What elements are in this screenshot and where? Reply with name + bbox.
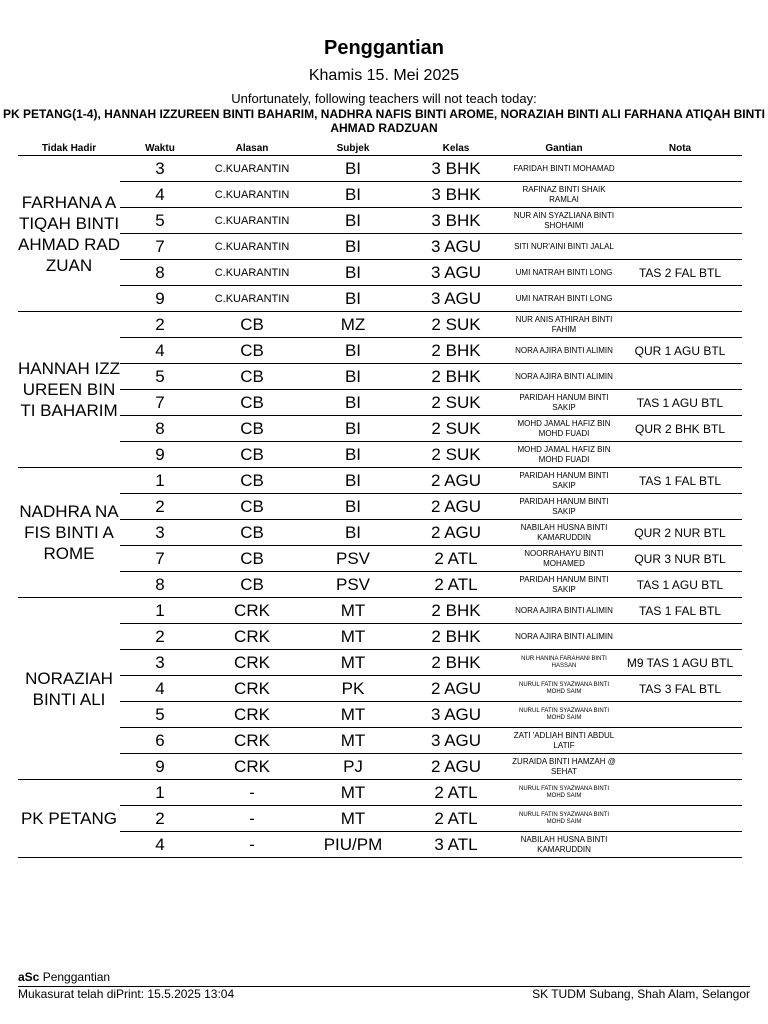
cell-nota	[618, 780, 742, 806]
cell-kelas: 3 AGU	[402, 702, 510, 728]
cell-subjek: MT	[304, 598, 402, 624]
substitution-table	[18, 142, 742, 858]
cell-subjek: PJ	[304, 754, 402, 780]
cell-waktu: 1	[120, 780, 200, 806]
cell-kelas: 2 ATL	[402, 780, 510, 806]
table-row	[18, 312, 742, 338]
absent-teacher-name: HANNAH IZZUREEN BINTI BAHARIM	[18, 312, 120, 468]
cell-alasan: C.KUARANTIN	[200, 234, 304, 260]
cell-kelas: 2 SUK	[402, 442, 510, 468]
cell-gantian: MOHD JAMAL HAFIZ BIN MOHD FUADI	[510, 442, 618, 468]
cell-gantian: NOORRAHAYU BINTI MOHAMED	[510, 546, 618, 572]
cell-gantian: UMI NATRAH BINTI LONG	[510, 286, 618, 312]
cell-waktu: 3	[120, 650, 200, 676]
cell-gantian: NORA AJIRA BINTI ALIMIN	[510, 624, 618, 650]
page-title: Penggantian	[323, 37, 444, 59]
cell-kelas: 2 BHK	[402, 598, 510, 624]
cell-gantian: ZATI 'ADLIAH BINTI ABDUL LATIF	[510, 728, 618, 754]
cell-alasan: -	[200, 806, 304, 832]
cell-alasan: CB	[200, 546, 304, 572]
cell-nota	[618, 312, 742, 338]
cell-nota	[618, 806, 742, 832]
cell-kelas: 2 SUK	[402, 416, 510, 442]
table-row	[18, 546, 742, 572]
cell-gantian: PARIDAH HANUM BINTI SAKIP	[510, 468, 618, 494]
cell-kelas: 2 SUK	[402, 312, 510, 338]
cell-gantian: SITI NUR'AINI BINTI JALAL	[510, 234, 618, 260]
cell-subjek: BI	[304, 260, 402, 286]
footer-school: SK TUDM Subang, Shah Alam, Selangor	[532, 987, 750, 1001]
cell-waktu: 4	[120, 182, 200, 208]
cell-nota: TAS 2 FAL BTL	[618, 260, 742, 286]
cell-waktu: 6	[120, 728, 200, 754]
cell-subjek: MT	[304, 650, 402, 676]
cell-kelas: 2 ATL	[402, 806, 510, 832]
table-row	[18, 650, 742, 676]
cell-kelas: 2 BHK	[402, 650, 510, 676]
cell-nota: TAS 1 AGU BTL	[618, 390, 742, 416]
table-row	[18, 806, 742, 832]
cell-kelas: 3 BHK	[402, 156, 510, 182]
cell-alasan: CRK	[200, 702, 304, 728]
cell-subjek: MT	[304, 728, 402, 754]
cell-gantian: NABILAH HUSNA BINTI KAMARUDDIN	[510, 832, 618, 858]
cell-gantian: NORA AJIRA BINTI ALIMIN	[510, 598, 618, 624]
cell-waktu: 1	[120, 468, 200, 494]
cell-waktu: 5	[120, 702, 200, 728]
cell-gantian: NORA AJIRA BINTI ALIMIN	[510, 364, 618, 390]
cell-alasan: -	[200, 780, 304, 806]
cell-kelas: 2 ATL	[402, 546, 510, 572]
cell-nota	[618, 286, 742, 312]
cell-gantian: NORA AJIRA BINTI ALIMIN	[510, 338, 618, 364]
cell-alasan: C.KUARANTIN	[200, 286, 304, 312]
cell-nota	[618, 832, 742, 858]
cell-waktu: 9	[120, 754, 200, 780]
header-gantian: Gantian	[510, 142, 618, 156]
table-body	[18, 156, 742, 858]
table-row	[18, 442, 742, 468]
cell-kelas: 2 ATL	[402, 572, 510, 598]
cell-gantian: NURUL FATIN SYAZWANA BINTI MOHD SAIM	[510, 806, 618, 832]
cell-waktu: 9	[120, 286, 200, 312]
cell-waktu: 8	[120, 416, 200, 442]
cell-waktu: 3	[120, 156, 200, 182]
cell-nota	[618, 702, 742, 728]
footer-printed: Mukasurat telah diPrint: 15.5.2025 13:04	[18, 987, 235, 1001]
table-header-row	[18, 142, 742, 156]
table-row	[18, 260, 742, 286]
cell-nota	[618, 156, 742, 182]
cell-alasan: C.KUARANTIN	[200, 156, 304, 182]
cell-alasan: CRK	[200, 598, 304, 624]
cell-gantian: FARIDAH BINTI MOHAMAD	[510, 156, 618, 182]
footer-app-name: Penggantian	[42, 970, 111, 984]
cell-alasan: -	[200, 832, 304, 858]
cell-alasan: CB	[200, 390, 304, 416]
cell-subjek: MZ	[304, 312, 402, 338]
cell-waktu: 4	[120, 338, 200, 364]
cell-waktu: 5	[120, 208, 200, 234]
cell-subjek: BI	[304, 338, 402, 364]
table-row	[18, 286, 742, 312]
absent-teachers-list: PK PETANG(1-4), HANNAH IZZUREEN BINTI BAHARIM, NADHRA NAFIS BINTI AROME, NORAZIAH BINTI ALI FARHANA ATIQAH BINTI AHMAD RADZUAN	[3, 107, 765, 135]
cell-subjek: MT	[304, 806, 402, 832]
absent-teacher-name: FARHANA ATIQAH BINTI AHMAD RADZUAN	[18, 156, 120, 312]
footer-app-brand: aSc	[18, 970, 40, 984]
cell-nota: TAS 3 FAL BTL	[618, 676, 742, 702]
cell-nota: TAS 1 AGU BTL	[618, 572, 742, 598]
table-row	[18, 520, 742, 546]
cell-gantian: PARIDAH HANUM BINTI SAKIP	[510, 494, 618, 520]
cell-gantian: NUR HANINA FARAHANI BINTI HASSAN	[510, 650, 618, 676]
cell-kelas: 3 ATL	[402, 832, 510, 858]
cell-kelas: 2 AGU	[402, 676, 510, 702]
cell-subjek: BI	[304, 208, 402, 234]
cell-subjek: BI	[304, 442, 402, 468]
cell-alasan: C.KUARANTIN	[200, 208, 304, 234]
cell-subjek: BI	[304, 468, 402, 494]
table-row	[18, 156, 742, 182]
cell-waktu: 2	[120, 494, 200, 520]
cell-waktu: 9	[120, 442, 200, 468]
cell-gantian: ZURAIDA BINTI HAMZAH @ SEHAT	[510, 754, 618, 780]
table-row	[18, 338, 742, 364]
cell-alasan: CB	[200, 520, 304, 546]
cell-alasan: CB	[200, 494, 304, 520]
header-alasan: Alasan	[200, 142, 304, 156]
cell-subjek: MT	[304, 624, 402, 650]
cell-alasan: CRK	[200, 676, 304, 702]
table-row	[18, 468, 742, 494]
cell-alasan: CRK	[200, 728, 304, 754]
cell-nota	[618, 494, 742, 520]
cell-nota: TAS 1 FAL BTL	[618, 468, 742, 494]
cell-kelas: 2 BHK	[402, 624, 510, 650]
cell-kelas: 3 AGU	[402, 286, 510, 312]
cell-nota	[618, 234, 742, 260]
table-row	[18, 676, 742, 702]
cell-alasan: CB	[200, 312, 304, 338]
cell-kelas: 2 SUK	[402, 390, 510, 416]
cell-gantian: MOHD JAMAL HAFIZ BIN MOHD FUADI	[510, 416, 618, 442]
cell-waktu: 5	[120, 364, 200, 390]
cell-nota: M9 TAS 1 AGU BTL	[618, 650, 742, 676]
cell-nota	[618, 754, 742, 780]
cell-subjek: PK	[304, 676, 402, 702]
cell-alasan: C.KUARANTIN	[200, 182, 304, 208]
cell-nota	[618, 728, 742, 754]
cell-alasan: CRK	[200, 650, 304, 676]
cell-subjek: BI	[304, 182, 402, 208]
cell-nota	[618, 624, 742, 650]
cell-subjek: BI	[304, 364, 402, 390]
cell-alasan: CB	[200, 338, 304, 364]
cell-gantian: NURUL FATIN SYAZWANA BINTI MOHD SAIM	[510, 702, 618, 728]
cell-nota: QUR 2 BHK BTL	[618, 416, 742, 442]
table-row	[18, 364, 742, 390]
table-row	[18, 390, 742, 416]
cell-subjek: PSV	[304, 572, 402, 598]
cell-nota: TAS 1 FAL BTL	[618, 598, 742, 624]
cell-gantian: UMI NATRAH BINTI LONG	[510, 260, 618, 286]
cell-nota: QUR 1 AGU BTL	[618, 338, 742, 364]
cell-subjek: BI	[304, 286, 402, 312]
intro-text: Unfortunately, following teachers will not teach today:	[231, 91, 537, 106]
cell-waktu: 4	[120, 676, 200, 702]
cell-waktu: 7	[120, 546, 200, 572]
header-kelas: Kelas	[402, 142, 510, 156]
cell-kelas: 2 AGU	[402, 754, 510, 780]
cell-nota	[618, 182, 742, 208]
cell-subjek: BI	[304, 494, 402, 520]
cell-gantian: PARIDAH HANUM BINTI SAKIP	[510, 390, 618, 416]
cell-alasan: CB	[200, 572, 304, 598]
table-row	[18, 208, 742, 234]
cell-waktu: 8	[120, 260, 200, 286]
cell-subjek: BI	[304, 156, 402, 182]
cell-waktu: 2	[120, 312, 200, 338]
cell-gantian: NURUL FATIN SYAZWANA BINTI MOHD SAIM	[510, 676, 618, 702]
cell-waktu: 2	[120, 624, 200, 650]
cell-subjek: BI	[304, 390, 402, 416]
header-tidak-hadir: Tidak Hadir	[18, 142, 120, 156]
absent-teacher-name: PK PETANG	[18, 780, 120, 858]
cell-kelas: 2 AGU	[402, 520, 510, 546]
cell-waktu: 4	[120, 832, 200, 858]
cell-gantian: PARIDAH HANUM BINTI SAKIP	[510, 572, 618, 598]
cell-kelas: 3 BHK	[402, 182, 510, 208]
table-row	[18, 182, 742, 208]
cell-nota: QUR 3 NUR BTL	[618, 546, 742, 572]
cell-gantian: NURUL FATIN SYAZWANA BINTI MOHD SAIM	[510, 780, 618, 806]
header-waktu: Waktu	[120, 142, 200, 156]
cell-waktu: 8	[120, 572, 200, 598]
page-date: Khamis 15. Mei 2025	[308, 67, 460, 84]
cell-gantian: NUR ANIS ATHIRAH BINTI FAHIM	[510, 312, 618, 338]
header-subjek: Subjek	[304, 142, 402, 156]
cell-kelas: 2 BHK	[402, 338, 510, 364]
table-row	[18, 780, 742, 806]
cell-alasan: CRK	[200, 754, 304, 780]
cell-gantian: NUR AIN SYAZLIANA BINTI SHOHAIMI	[510, 208, 618, 234]
table-row	[18, 832, 742, 858]
cell-alasan: CRK	[200, 624, 304, 650]
cell-subjek: BI	[304, 416, 402, 442]
cell-kelas: 2 AGU	[402, 494, 510, 520]
table-row	[18, 598, 742, 624]
cell-subjek: MT	[304, 702, 402, 728]
cell-subjek: PSV	[304, 546, 402, 572]
cell-kelas: 2 BHK	[402, 364, 510, 390]
cell-gantian: RAFINAZ BINTI SHAIK RAMLAI	[510, 182, 618, 208]
absent-teacher-name: NADHRA NAFIS BINTI AROME	[18, 468, 120, 598]
cell-nota: QUR 2 NUR BTL	[618, 520, 742, 546]
cell-waktu: 7	[120, 390, 200, 416]
cell-alasan: CB	[200, 364, 304, 390]
table-row	[18, 702, 742, 728]
cell-alasan: CB	[200, 468, 304, 494]
cell-waktu: 1	[120, 598, 200, 624]
cell-waktu: 3	[120, 520, 200, 546]
cell-kelas: 3 AGU	[402, 234, 510, 260]
footer-app-label	[18, 970, 110, 984]
cell-waktu: 7	[120, 234, 200, 260]
cell-kelas: 2 AGU	[402, 468, 510, 494]
table-row	[18, 572, 742, 598]
cell-kelas: 3 AGU	[402, 260, 510, 286]
cell-alasan: CB	[200, 416, 304, 442]
cell-waktu: 2	[120, 806, 200, 832]
cell-nota	[618, 442, 742, 468]
cell-subjek: BI	[304, 234, 402, 260]
cell-subjek: PIU/PM	[304, 832, 402, 858]
table-row	[18, 494, 742, 520]
header-nota: Nota	[618, 142, 742, 156]
cell-subjek: BI	[304, 520, 402, 546]
cell-subjek: MT	[304, 780, 402, 806]
cell-kelas: 3 BHK	[402, 208, 510, 234]
cell-gantian: NABILAH HUSNA BINTI KAMARUDDIN	[510, 520, 618, 546]
cell-kelas: 3 AGU	[402, 728, 510, 754]
table-row	[18, 624, 742, 650]
cell-nota	[618, 208, 742, 234]
table-row	[18, 416, 742, 442]
absent-teacher-name: NORAZIAH BINTI ALI	[18, 598, 120, 780]
cell-alasan: C.KUARANTIN	[200, 260, 304, 286]
table-row	[18, 728, 742, 754]
table-row	[18, 234, 742, 260]
cell-nota	[618, 364, 742, 390]
cell-alasan: CB	[200, 442, 304, 468]
table-row	[18, 754, 742, 780]
